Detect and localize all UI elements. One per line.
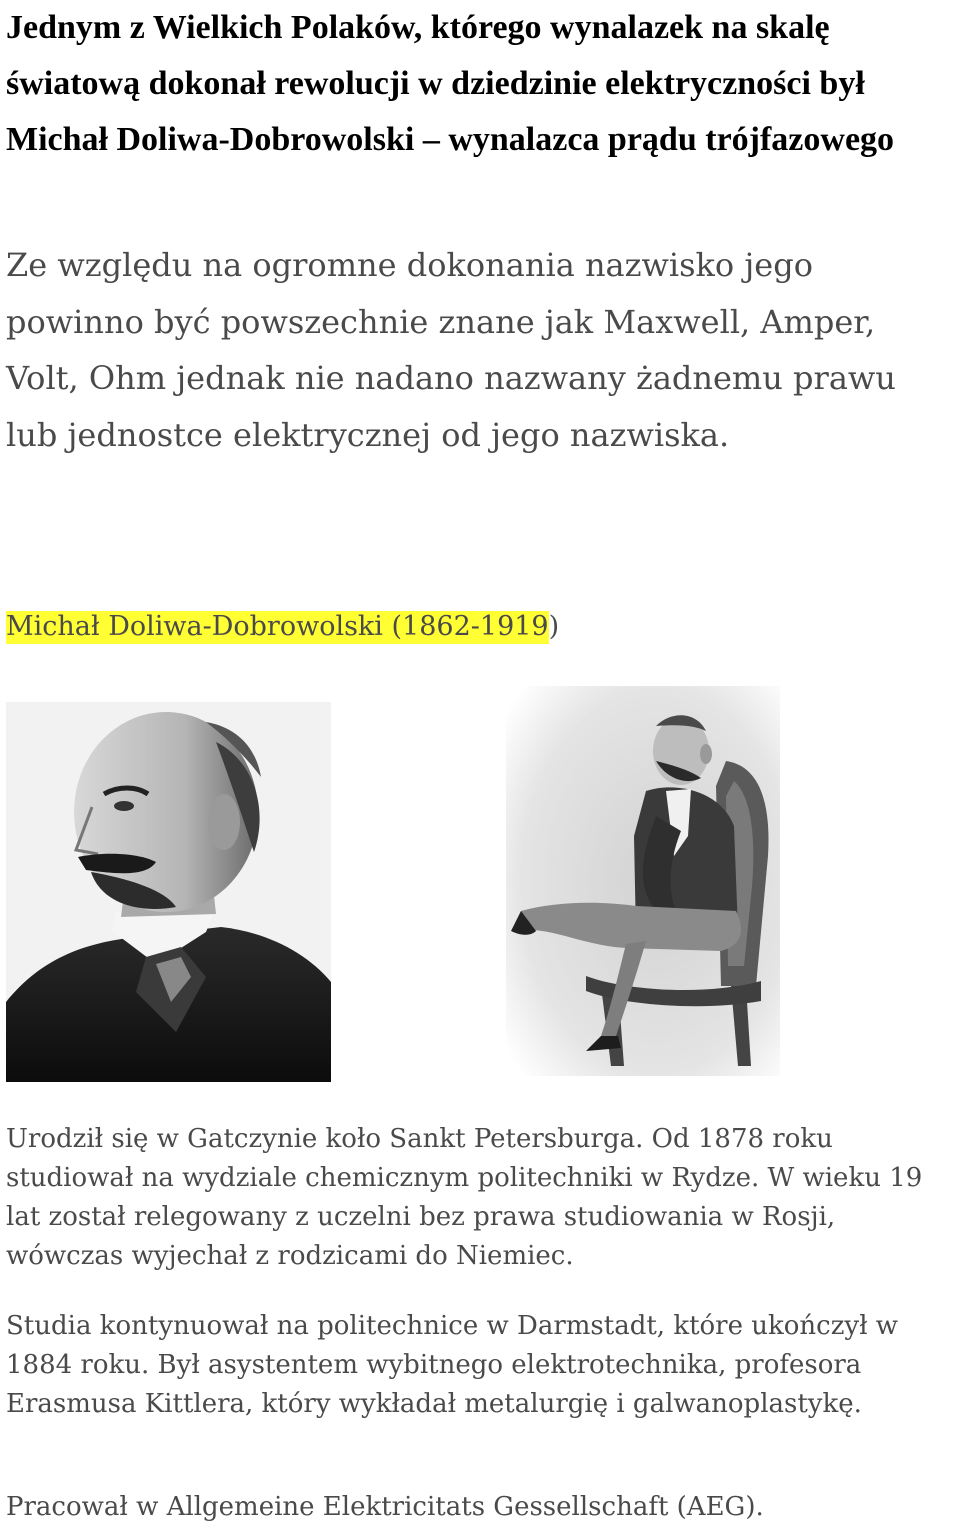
person-heading — [6, 607, 559, 647]
highlighted-name: Michał Doliwa-Dobrowolski (1862-1919 — [6, 611, 549, 642]
portrait-illustration — [6, 702, 331, 1082]
heading-tail: ) — [548, 611, 560, 642]
bio-paragraph-1: Urodził się w Gatczynie koło Sankt Petersburga. Od 1878 roku studiował na wydziale chemicznym politechniki w Rydze. W wieku 19 lat został relegowany z uczelni bez prawa studiowania w Rosji, wówczas wyjechał z rodzicami do Niemiec. — [6, 1124, 923, 1271]
intro-paragraph: Jednym z Wielkich Polaków, którego wynalazek na skalę światową dokonał rewolucji w dziedzinie elektryczności był Michał Doliwa-Dobrowolski – wynalazca prądu trójfazowego — [6, 9, 895, 158]
seated-photo — [506, 686, 780, 1076]
bio-paragraph-2: Studia kontynuował na politechnice w Darmstadt, które ukończył w 1884 roku. Był asystentem wybitnego elektrotechnika, profesora Erasmusa Kittlera, który wykładał metalurgię i galwanoplastykę. — [6, 1311, 899, 1419]
seated-illustration — [506, 686, 780, 1076]
achievements-paragraph: Ze względu na ogromne dokonania nazwisko jego powinno być powszechnie znane jak Maxwell, Amper, Volt, Ohm jednak nie nadano nazwany żadnemu prawu lub jednostce elektrycznej od jego nazwiska. — [6, 246, 896, 454]
portrait-photo — [6, 702, 331, 1082]
bio-paragraph-3: Pracował w Allgemeine Elektricitats Gessellschaft (AEG). — [6, 1492, 764, 1522]
